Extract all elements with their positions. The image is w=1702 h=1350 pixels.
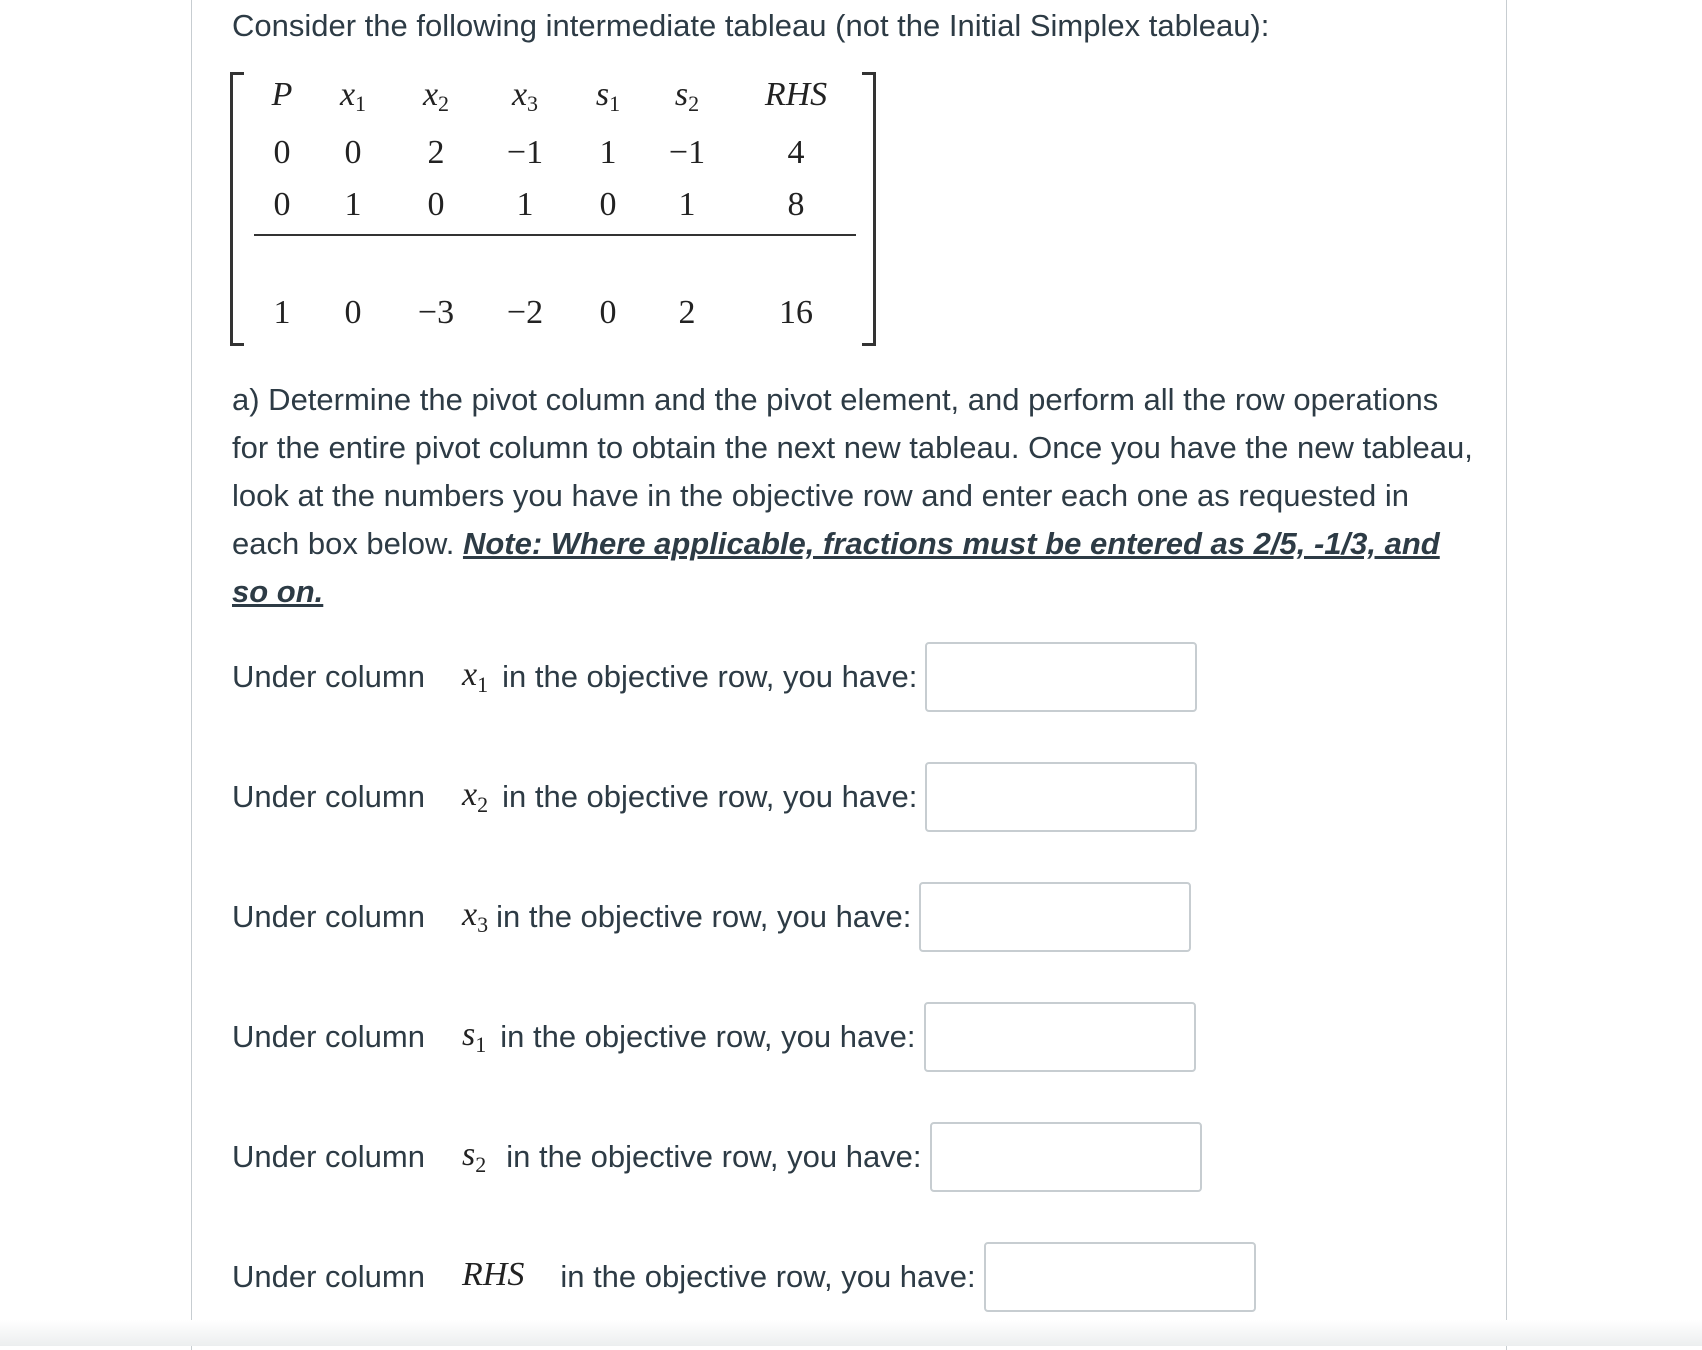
answer-row-x1 [232, 640, 1197, 714]
tableau-header-cell: P [271, 76, 293, 113]
answer-prefix: Under column [232, 899, 425, 934]
answer-row-x2 [232, 760, 1197, 834]
answer-suffix: in the objective row, you have: [502, 659, 918, 694]
bottom-shadow [0, 1320, 1702, 1346]
objective-cell: −2 [506, 294, 544, 331]
answer-row-x3 [232, 880, 1191, 954]
answer-row-s2 [232, 1120, 1202, 1194]
answer-suffix: in the objective row, you have: [560, 1259, 976, 1294]
answer-suffix: in the objective row, you have: [502, 779, 918, 814]
intro-text: Consider the following intermediate tableau (not the Initial Simplex tableau): [232, 8, 1270, 43]
objective-cell: 0 [344, 294, 362, 331]
simplex-tableau [230, 72, 876, 348]
tableau-header-cell: $x_1$ [339, 76, 367, 116]
answer-input-s1[interactable] [924, 1002, 1196, 1072]
tableau-cell: 2 [427, 134, 445, 171]
answer-prefix: Under column [232, 1139, 425, 1174]
answer-input-x1[interactable] [925, 642, 1197, 712]
answer-input-rhs[interactable] [984, 1242, 1256, 1312]
answer-suffix: in the objective row, you have: [496, 899, 912, 934]
answer-prefix: Under column [232, 1259, 425, 1294]
tableau-cell: 0 [273, 134, 291, 171]
objective-cell: −3 [417, 294, 455, 331]
tableau-cell: −1 [668, 134, 706, 171]
answer-input-x3[interactable] [919, 882, 1191, 952]
tableau-cell: 8 [787, 186, 805, 223]
tableau-cell: 4 [787, 134, 805, 171]
objective-cell: 2 [678, 294, 696, 331]
tableau-cell: 1 [599, 134, 617, 171]
answer-suffix: in the objective row, you have: [500, 1019, 916, 1054]
answer-prefix: Under column [232, 779, 425, 814]
tableau-cell: 1 [344, 186, 362, 223]
answer-input-s2[interactable] [930, 1122, 1202, 1192]
tableau-cell: 0 [599, 186, 617, 223]
column-variable: RHS [462, 1256, 525, 1293]
objective-cell: 0 [599, 294, 617, 331]
tableau-header-cell: $s_2$ [674, 76, 700, 116]
question-text [232, 376, 1482, 616]
column-variable: $s_2$ [462, 1136, 487, 1177]
answer-prefix: Under column [232, 1019, 425, 1054]
column-variable: $x_3$ [462, 896, 489, 937]
tableau-header-cell: RHS [764, 76, 828, 113]
tableau-cell: 0 [273, 186, 291, 223]
objective-cell: 1 [273, 294, 291, 331]
question-body: a) Determine the pivot column and the pivot element, and perform all the row operations for the entire pivot column to obtain the next new tableau. Once you have the new tableau, look at the numbers you have in the objective row and enter each one as requested in each box below. [232, 382, 1473, 561]
column-variable: $s_1$ [462, 1016, 487, 1057]
tableau-cell: 0 [427, 186, 445, 223]
right-bracket [862, 72, 876, 346]
answer-suffix: in the objective row, you have: [506, 1139, 922, 1174]
answer-row-rhs [232, 1240, 1256, 1314]
objective-cell: 16 [779, 294, 813, 331]
tableau-cell: −1 [506, 134, 544, 171]
answer-prefix: Under column [232, 659, 425, 694]
answer-row-s1 [232, 1000, 1196, 1074]
tableau-header-cell: $s_1$ [595, 76, 621, 116]
fraction-note: Note: Where applicable, fractions must be entered as 2/5, -1/3, and so on. [232, 526, 1440, 609]
column-variable: $x_2$ [462, 776, 489, 817]
tableau-header-cell: $x_2$ [422, 76, 450, 116]
objective-separator [254, 234, 856, 236]
tableau-cell: 1 [678, 186, 696, 223]
tableau-cell: 0 [344, 134, 362, 171]
answer-input-x2[interactable] [925, 762, 1197, 832]
column-variable: $x_1$ [462, 656, 489, 697]
tableau-cell: 1 [516, 186, 534, 223]
tableau-header-cell: $x_3$ [511, 76, 539, 116]
